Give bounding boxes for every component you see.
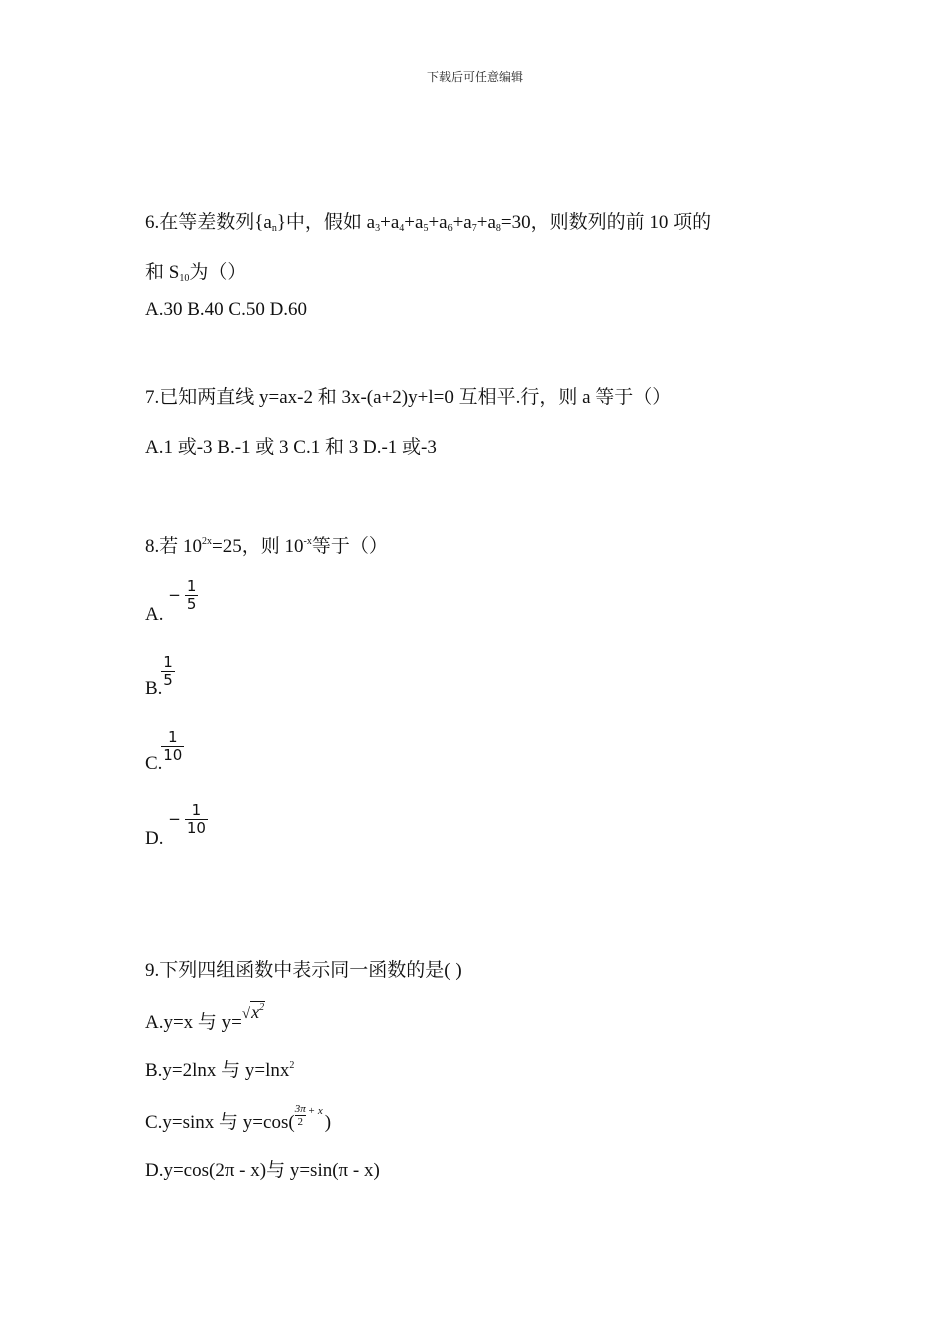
- q6-sub-5: 5: [423, 223, 429, 234]
- exponent: 2: [259, 1002, 265, 1013]
- numerator: 1: [185, 802, 208, 820]
- page-header: 下载后可任意编辑: [426, 70, 523, 84]
- fraction: [161, 729, 184, 763]
- exponent: 2: [289, 1060, 295, 1071]
- denominator: 5: [163, 670, 173, 689]
- q9-b-text: B.y=2lnx 与 y=lnx: [145, 1060, 290, 1081]
- q6-plus: +a: [428, 212, 448, 233]
- q8-option-a: [145, 572, 198, 626]
- option-letter: D.: [145, 828, 164, 849]
- option-letter: A.: [145, 604, 164, 625]
- radicand: x: [251, 1002, 260, 1022]
- q8-option-d: [145, 796, 208, 850]
- q9-a-text: A.y=x 与 y=: [145, 1012, 242, 1033]
- q6-sub-n: n: [271, 223, 277, 234]
- question-6-line-2: [145, 262, 246, 285]
- question-8-text: [145, 536, 388, 559]
- q6-plus: +a: [404, 212, 424, 233]
- q8-text-a: 8.若 10: [145, 536, 203, 557]
- q9-option-b: [145, 1060, 294, 1083]
- q6-sub-3: 3: [375, 223, 381, 234]
- q8-option-c: [145, 721, 190, 775]
- numerator: 1: [161, 729, 184, 747]
- question-9-text: 9.下列四组函数中表示同一函数的是( ): [145, 960, 462, 981]
- minus-sign: −: [168, 810, 181, 828]
- q9-option-d: D.y=cos(2π - x)与 y=sin(π - x): [145, 1160, 380, 1181]
- q6-plus: +a: [452, 212, 472, 233]
- question-6-options: A.30 B.40 C.50 D.60: [145, 299, 308, 320]
- denominator: 5: [186, 594, 197, 613]
- option-letter: B.: [145, 678, 163, 699]
- closing-paren: ): [324, 1111, 332, 1133]
- q6-plus: +a: [476, 212, 496, 233]
- numerator: 1: [163, 653, 173, 671]
- q6-sub-6: 6: [447, 223, 453, 234]
- fraction: [168, 802, 208, 836]
- q6-text-c: =30，则数列的前 10 项的: [500, 212, 712, 233]
- q6-plus: +a: [380, 212, 400, 233]
- option-letter: C.: [145, 753, 163, 774]
- question-7-text: 7.已知两直线 y=ax-2 和 3x-(a+2)y+l=0 互相平.行，则 a 等于（）: [145, 387, 672, 408]
- q6-text-e: 为（）: [189, 262, 247, 283]
- q6-sub-7: 7: [471, 223, 477, 234]
- q8-text-c: 等于（）: [311, 536, 388, 557]
- q8-sup-neg-x: -x: [303, 536, 312, 547]
- minus-sign: −: [168, 586, 181, 604]
- numerator: 1: [186, 577, 197, 595]
- q6-text-d: 和 S: [145, 262, 180, 283]
- radical-sign: √: [241, 1006, 251, 1022]
- question-6-line-1: [145, 212, 711, 235]
- q9-c-text: C.y=sinx 与 y=cos(: [145, 1111, 295, 1133]
- q8-option-b: [145, 646, 181, 700]
- q6-text-a: 6.在等差数列{a: [145, 212, 272, 233]
- denominator: 2: [297, 1116, 303, 1129]
- q9-option-a: [145, 1002, 265, 1035]
- plus-x: + x: [307, 1104, 323, 1117]
- q6-text-b: }中，假如 a: [276, 212, 376, 233]
- numerator: 3π: [294, 1103, 306, 1115]
- question-7-options: A.1 或-3 B.-1 或 3 C.1 和 3 D.-1 或-3: [145, 437, 437, 458]
- denominator: 10: [163, 745, 183, 764]
- q6-sub-8: 8: [495, 223, 501, 234]
- denominator: 10: [186, 818, 206, 837]
- q6-sub-10: 10: [179, 273, 190, 284]
- fraction: [161, 654, 175, 688]
- q6-sub-4: 4: [399, 223, 405, 234]
- sqrt-expression: [242, 1002, 265, 1024]
- q8-sup-2x: 2x: [202, 536, 213, 547]
- fraction: [168, 578, 198, 612]
- q8-text-b: =25，则 10: [212, 536, 304, 557]
- fraction: [295, 1103, 306, 1128]
